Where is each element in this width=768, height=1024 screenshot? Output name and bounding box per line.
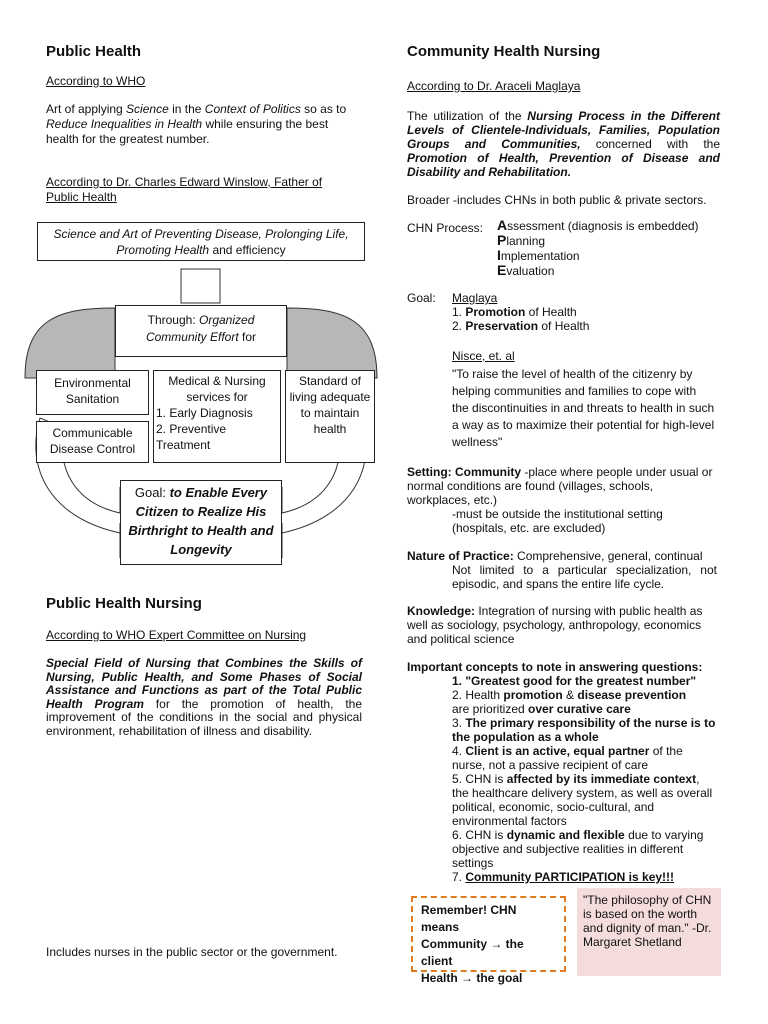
communicable-disease-box: Communicable Disease Control [36, 421, 149, 463]
phn-definition: Special Field of Nursing that Combines the Skills of Nursing, Public Health, and Some Phases of Social Assistance and Functions as part of the Total Public Health Program for the promotion of health, the improvement of the conditions in the social and physical environment, rehabilitation of illness and disability. [46, 656, 362, 738]
goal-nisce: Nisce, et. al [452, 349, 515, 363]
through-box: Through: Organized Community Effort for [115, 305, 287, 357]
medical-item: 2. Preventive Treatment [156, 422, 227, 452]
winslow-heading: According to Dr. Charles Edward Winslow, Father of Public Health [46, 175, 323, 204]
concept-item: 4. Client is an active, equal partner of the nurse, not a passive recipient of care [452, 744, 683, 772]
public-health-title: Public Health [46, 43, 142, 60]
setting-line2: -must be outside the institutional setting (hospitals, etc. are excluded) [452, 507, 663, 535]
chn-definition: The utilization of the Nursing Process in the Different Levels of Clientele-Individuals, Families, Population Groups and Communities, concerned with the Promotion of Health, Prevention of Disease and Disability and Rehabilitation. [407, 109, 721, 179]
remember-box [411, 896, 566, 985]
nature-line2: Not limited to a particular specialization, not episodic, and spans the entire life cycle. [452, 563, 717, 591]
maglaya-heading: According to Dr. Araceli Maglaya [407, 79, 581, 93]
goal-maglaya: Maglaya [452, 291, 498, 305]
concept-item: 7. Community PARTICIPATION is key!!! [452, 870, 675, 884]
process-item: Evaluation [497, 262, 555, 278]
concept-item: 3. The primary responsibility of the nurse is to the population as a whole [452, 716, 716, 744]
concept-item: 2. Health promotion & disease prevention are prioritized over curative care [452, 688, 687, 716]
medical-item: 1. Early Diagnosis [156, 406, 253, 420]
environmental-sanitation-box: Environmental Sanitation [36, 370, 149, 415]
who-heading: According to WHO [46, 74, 146, 88]
winslow-definition-box: Science and Art of Preventing Disease, Prolonging Life, Promoting Health and efficiency [37, 222, 365, 261]
process-item: Assessment (diagnosis is embedded) [497, 217, 699, 233]
chn-process-list [497, 218, 699, 278]
phn-footer: Includes nurses in the public sector or the government. [46, 945, 338, 959]
nature-section: Nature of Practice: Comprehensive, general, continual Not limited to a particular specialization, not episodic, and spans the entire life cycle. [407, 549, 717, 591]
concept-item: 1. "Greatest good for the greatest number" [452, 674, 697, 688]
concepts-heading: Important concepts to note in answering questions: [407, 660, 703, 674]
phn-title: Public Health Nursing [46, 595, 202, 612]
standard-of-living-box: Standard of living adequate to maintain health [285, 370, 375, 463]
chn-title: Community Health Nursing [407, 43, 601, 60]
philosophy-quote: "The philosophy of CHN is based on the worth and dignity of man." -Dr. Margaret Shetland [577, 888, 721, 976]
who-definition: Art of applying Science in the Context of Politics so as to Reduce Inequalities in Health while ensuring the best health for the greatest number. [46, 102, 347, 146]
goal-label: Goal: [407, 291, 436, 305]
goal-item: 2. Preservation of Health [452, 319, 590, 333]
goal-box: Goal: to Enable Every Citizen to Realize His Birthright to Health and Longevity [120, 480, 282, 565]
remember-line: Remember! CHN means [421, 903, 517, 934]
chn-process-label: CHN Process: [407, 221, 484, 235]
goal-item: 1. Promotion of Health [452, 305, 577, 319]
concept-item: 6. CHN is dynamic and flexible due to varying objective and subjective realities in different settings [452, 828, 704, 870]
medical-nursing-box [153, 370, 281, 463]
nisce-quote: "To raise the level of health of the citizenry by helping communities and families to cope with the discontinuities in and threats to health in such a way as to maximize their potential for high-level wellness" [452, 367, 715, 449]
setting-section: Setting: Community -place where people under usual or normal conditions are found (villages, schools, workplaces, etc.) -must be outside the institutional setting (hospitals, etc. are excluded) [407, 465, 717, 535]
medical-nursing-title: Medical & Nursing services for [168, 374, 266, 404]
broader-note: Broader -includes CHNs in both public & private sectors. [407, 193, 707, 207]
process-item: Implementation [497, 247, 580, 263]
public-health-diagram [20, 218, 382, 588]
concepts-section [407, 660, 719, 884]
remember-line: Community → the client [421, 937, 524, 968]
phn-heading: According to WHO Expert Committee on Nursing [46, 628, 307, 642]
process-item: Planning [497, 232, 546, 248]
knowledge-section: Knowledge: Integration of nursing with public health as well as sociology, psychology, anthropology, economics and political science [407, 604, 703, 646]
concept-item: 5. CHN is affected by its immediate context, the healthcare delivery system, as well as overall political, economic, socio-cultural, and environmental factors [452, 772, 713, 828]
remember-line: Health → the goal [421, 971, 523, 985]
